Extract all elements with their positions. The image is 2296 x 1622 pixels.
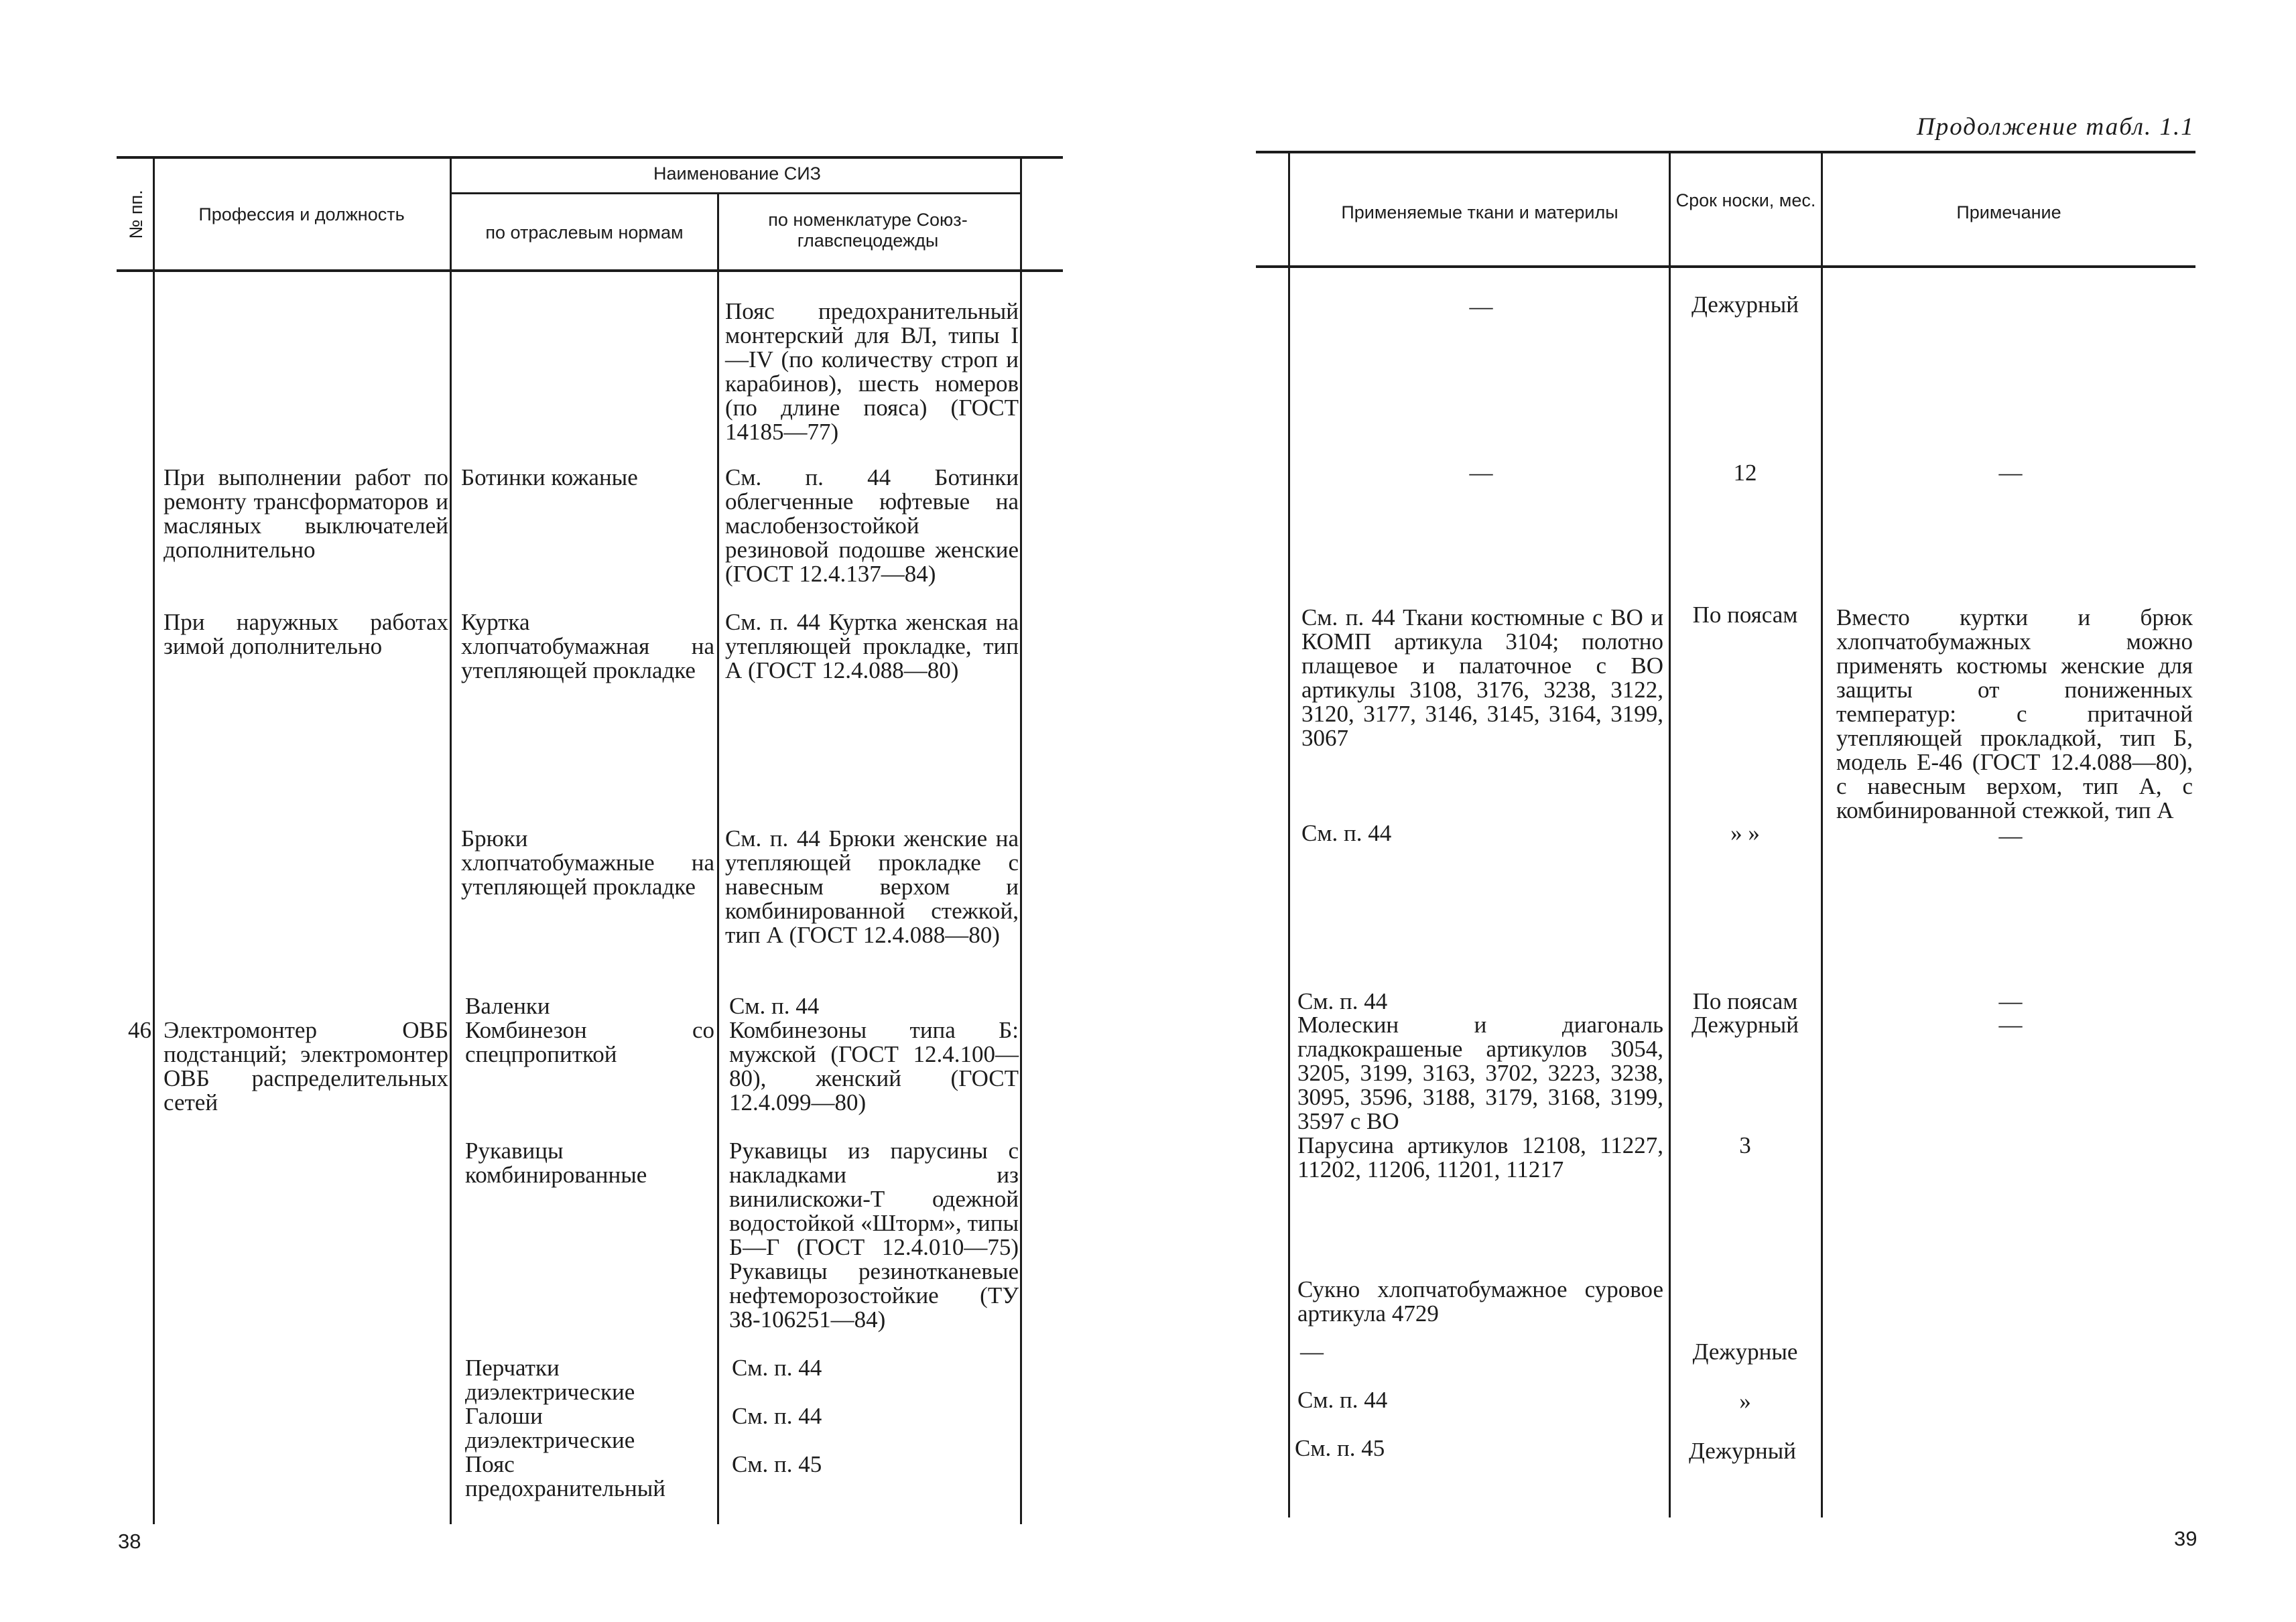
header-bottom-rule xyxy=(117,269,1063,272)
r6-materials: Молескин и диагональ гладкокрашеные артикулов 3054, 3205, 3199, 3163, 3702, 3223, 3238, 3095, 3596, 3188, 3179, 3168, 3199, 3597 с ВО xyxy=(1297,1012,1663,1134)
mitts-nomenclature: Рукавицы из парусины с накладками из винилискожи-Т одежной водостойкой «Шторм», типы Б—Г (ГОСТ 12.4.010—75) Рукавицы резинотканевые нефтеморозостойкие (ТУ 38-106251—84) xyxy=(729,1138,1019,1333)
overall-nomenclature: Комбинезоны типа Б: мужской (ГОСТ 12.4.100—80), женский (ГОСТ 12.4.099—80) xyxy=(729,1017,1019,1116)
jacket-nomenclature: См. п. 44 Куртка женская на утепляющей прокладке, тип А (ГОСТ 12.4.088—80) xyxy=(725,609,1019,683)
boots-nomenclature: См. п. 44 Ботинки облегченные юфтевые на маслобензостойкой резиновой подошве женские (ГОСТ 12.4.137—84) xyxy=(725,464,1019,587)
r11-term: Дежурный xyxy=(1689,1438,1796,1464)
gloves-norm: Перчатки диэлектрические xyxy=(465,1355,635,1405)
boots-norm: Ботинки кожаные xyxy=(461,464,638,490)
header-note: Примечание xyxy=(1956,202,2061,222)
jacket-norm: Куртка хлопчатобумажная на утепляющей прокладке xyxy=(461,609,714,683)
header-bottom-rule xyxy=(1256,265,2195,268)
r5-materials: См. п. 44 xyxy=(1297,988,1388,1014)
col-divider xyxy=(450,159,452,1524)
r7-materials: Парусина артикулов 12108, 11227, 11202, 11206, 11201, 11217 xyxy=(1297,1132,1663,1182)
col-divider xyxy=(1669,153,1671,1517)
header-industry-norms: по отраслевым нормам xyxy=(485,222,684,243)
r4-materials: См. п. 44 xyxy=(1301,820,1392,846)
row46-profession: Электромонтер ОВБ подстанций; электромонтер ОВБ распределительных сетей xyxy=(164,1017,448,1116)
gloves-nomenclature: См. п. 44 xyxy=(732,1355,822,1381)
r4-note: — xyxy=(1998,823,2023,849)
repair-profession: При выполнении работ по ремонту трансформаторов и масляных выключателей дополнительно xyxy=(164,464,448,563)
r9-materials: — xyxy=(1300,1339,1324,1365)
r2-note: — xyxy=(1998,460,2023,486)
r2-materials: — xyxy=(1469,460,1493,486)
r8-materials: Сукно хлопчатобумажное суровое артикула 4729 xyxy=(1297,1276,1663,1327)
felt-boots-norm: Валенки xyxy=(465,993,550,1019)
r1-term: Дежурный xyxy=(1692,291,1799,318)
page-number-right: 39 xyxy=(2174,1527,2197,1550)
r1-materials: — xyxy=(1469,293,1493,320)
r4-term: » » xyxy=(1730,820,1760,846)
col-divider xyxy=(717,194,719,1524)
col-divider xyxy=(1288,153,1290,1517)
r6-term: Дежурный xyxy=(1692,1012,1799,1038)
belt2-norm: Пояс предохранительный xyxy=(465,1451,665,1501)
header-nomenclature: по номенклатуре Союз-главспецодежды xyxy=(768,210,968,251)
table-top-rule xyxy=(117,156,1063,159)
header-materials: Применяемые ткани и материлы xyxy=(1341,202,1618,222)
header-siz-title: Наименование СИЗ xyxy=(653,163,821,184)
galoshes-norm: Галоши диэлектрические xyxy=(465,1403,635,1453)
galoshes-nomenclature: См. п. 44 xyxy=(732,1403,822,1429)
siz-subheader-rule xyxy=(450,192,1020,194)
header-profession: Профессия и должность xyxy=(198,204,405,224)
r5-term: По поясам xyxy=(1692,988,1798,1014)
felt-boots-nomenclature: См. п. 44 xyxy=(729,993,820,1019)
trousers-norm: Брюки хлопчатобумажные на утепляющей прокладке xyxy=(461,825,714,900)
page-number-left: 38 xyxy=(118,1530,141,1553)
trousers-nomenclature: См. п. 44 Брюки женские на утепляющей прокладке с навесным верхом и комбинированной стежкой, тип А (ГОСТ 12.4.088—80) xyxy=(725,825,1019,948)
col-divider xyxy=(153,159,155,1524)
row-number-46: 46 xyxy=(128,1017,151,1043)
table-top-rule xyxy=(1256,151,2195,153)
r5-note: — xyxy=(1998,988,2023,1014)
r9-term: Дежурные xyxy=(1692,1339,1798,1365)
overall-norm: Комбинезон со спецпропиткой xyxy=(465,1017,714,1067)
continuation-caption: Продолжение табл. 1.1 xyxy=(1917,113,2195,141)
outdoor-profession: При наружных работах зимой дополнительно xyxy=(164,609,448,659)
r7-term: 3 xyxy=(1739,1132,1751,1158)
col-divider xyxy=(1821,153,1823,1517)
r10-term: » xyxy=(1739,1388,1751,1414)
r3-note: Вместо куртки и брюк хлопчатобумажных можно применять костюмы женские для защиты от пониженных температур: с притачной утепляющей прокладкой, тип Б, модель Е-46 (ГОСТ 12.4.088—80), с навесным верхом, тип А, с комбинированной стежкой, тип А xyxy=(1836,604,2193,823)
col-divider xyxy=(1020,159,1022,1524)
header-wear-period: Срок носки, мес. xyxy=(1675,190,1816,210)
r3-materials: См. п. 44 Ткани костюмные с ВО и КОМП артикула 3104; полотно плащевое и палаточное с ВО артикулы 3108, 3176, 3238, 3122, 3120, 3177, 3146, 3145, 3164, 3199, 3067 xyxy=(1301,604,1663,751)
belt-nomenclature: Пояс предохранительный монтерский для ВЛ, типы I—IV (по количеству строп и карабинов), шесть номеров (по длине пояса) (ГОСТ 14185—77) xyxy=(725,298,1019,445)
r11-materials: См. п. 45 xyxy=(1295,1435,1385,1461)
header-num: № пп. xyxy=(126,190,146,239)
r2-term: 12 xyxy=(1733,460,1757,486)
belt2-nomenclature: См. п. 45 xyxy=(732,1451,822,1477)
r6-note: — xyxy=(1998,1012,2023,1038)
r3-term: По поясам xyxy=(1692,602,1798,628)
mitts-norm: Рукавицы комбинированные xyxy=(465,1138,647,1188)
r10-materials: См. п. 44 xyxy=(1297,1387,1388,1413)
